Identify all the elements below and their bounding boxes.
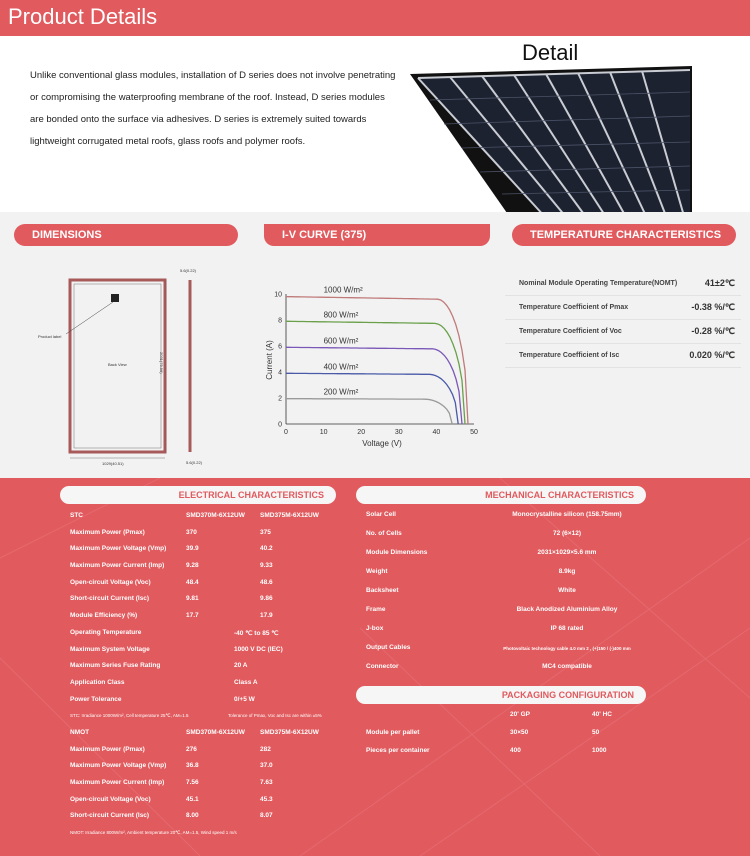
table-cell: Frame bbox=[366, 606, 386, 613]
intro-line-2: or compromising the waterproofing membrane of the roof. Instead, D series modules bbox=[30, 92, 385, 103]
table-row bbox=[64, 792, 334, 809]
table-cell: 48.6 bbox=[260, 578, 273, 586]
intro-line-3: are bonded onto the surface via adhesives. D series is extremely suited towards bbox=[30, 114, 367, 125]
height-dimension: 2031(79.96) bbox=[159, 352, 164, 374]
page-title: Product Details bbox=[8, 4, 158, 29]
temp-label: Temperature Coefficient of Pmax bbox=[519, 304, 629, 311]
table-cell: Maximum Power Current (Imp) bbox=[70, 779, 165, 786]
table-cell: 1000 bbox=[592, 747, 607, 754]
table-cell: 9.33 bbox=[260, 562, 273, 570]
table-row bbox=[358, 639, 646, 658]
table-cell: SMD370M-6X12UW bbox=[186, 728, 245, 736]
temp-value: -0.28 %/℃ bbox=[691, 326, 735, 336]
tolerance-note: Tolerance of Pmax, Voc and Isc are within ±5% bbox=[228, 713, 322, 719]
table-cell: 45.1 bbox=[186, 795, 199, 803]
table-cell: Class A bbox=[234, 678, 258, 686]
stc-header-row bbox=[64, 508, 334, 525]
iv-series-line bbox=[286, 347, 462, 424]
iv-series-line bbox=[286, 399, 452, 424]
table-cell: 9.86 bbox=[260, 595, 273, 603]
table-cell: Maximum Power Voltage (Vmp) bbox=[70, 762, 167, 770]
table-cell: J-box bbox=[366, 625, 384, 632]
edge-dimension: 5.6(0.22) bbox=[186, 460, 203, 465]
specifications-section bbox=[0, 478, 750, 856]
table-cell: Application Class bbox=[70, 678, 125, 686]
x-tick-label: 0 bbox=[284, 429, 288, 436]
table-cell: Module Efficiency (%) bbox=[70, 612, 138, 620]
table-row bbox=[358, 724, 646, 742]
temp-label: Temperature Coefficient of Voc bbox=[519, 328, 622, 335]
table-row bbox=[64, 675, 334, 692]
table-cell: Solar Cell bbox=[366, 511, 396, 518]
table-cell: 7.56 bbox=[186, 779, 199, 786]
table-row bbox=[64, 558, 334, 575]
y-tick-label: 0 bbox=[278, 421, 282, 429]
table-row bbox=[358, 563, 646, 582]
nmot-note-row bbox=[64, 825, 334, 842]
table-cell: MC4 compatible bbox=[542, 663, 592, 670]
table-cell: Operating Temperature bbox=[70, 628, 142, 636]
temp-label: Nominal Module Operating Temperature(NOMT) bbox=[519, 280, 678, 287]
iv-series-line bbox=[286, 297, 468, 424]
y-tick-label: 8 bbox=[278, 317, 282, 325]
table-cell: Maximum System Voltage bbox=[70, 645, 150, 653]
table-cell: Photovoltaic technology cable 4.0 mm 2 , (+)150 / (-)400 mm bbox=[503, 646, 631, 651]
table-cell: 20 A bbox=[234, 662, 248, 670]
table-cell: 36.8 bbox=[186, 762, 199, 770]
table-cell: 8.9kg bbox=[558, 568, 576, 575]
temp-value: 0.020 %/℃ bbox=[689, 350, 735, 360]
iv-series-label: 800 W/m² bbox=[323, 310, 359, 320]
table-cell: Maximum Series Fuse Rating bbox=[70, 662, 161, 670]
table-cell: SMD370M-6X12UW bbox=[186, 512, 245, 519]
table-cell: 40.2 bbox=[260, 545, 273, 553]
table-row bbox=[64, 575, 334, 592]
table-cell: 39.9 bbox=[186, 545, 199, 553]
table-cell: Open-circuit Voltage (Voc) bbox=[70, 795, 151, 803]
table-row bbox=[358, 544, 646, 563]
temp-label: Temperature Coefficient of Isc bbox=[519, 352, 620, 359]
intro-line-4: lightweight corrugated metal roofs, glass roofs and polymer roofs. bbox=[30, 136, 306, 147]
table-cell: STC bbox=[70, 512, 83, 519]
nmot-note: NMOT: Irradiance 800W/m², Ambient temperature 20℃, AM=1.5, Wind speed 1 m/s bbox=[70, 830, 237, 836]
nmot-header-row bbox=[64, 725, 334, 742]
iv-series-label: 200 W/m² bbox=[323, 387, 359, 397]
x-tick-label: 40 bbox=[432, 429, 441, 436]
table-cell: 72 (6×12) bbox=[552, 530, 581, 537]
table-cell: Weight bbox=[366, 568, 388, 575]
table-cell: 9.81 bbox=[186, 595, 199, 603]
temp-row bbox=[505, 344, 741, 368]
table-cell: 37.0 bbox=[260, 762, 273, 770]
table-cell: White bbox=[558, 587, 576, 594]
iv-series-label: 600 W/m² bbox=[323, 336, 359, 346]
table-cell: Maximum Power Current (Imp) bbox=[70, 562, 165, 570]
table-cell: No. of Cells bbox=[366, 530, 402, 537]
intro-section bbox=[0, 36, 750, 212]
table-cell: 48.4 bbox=[186, 578, 199, 586]
table-cell: Backsheet bbox=[366, 587, 399, 594]
table-cell: NMOT bbox=[70, 728, 90, 736]
stc-note-row bbox=[64, 708, 334, 725]
table-cell: 2031×1029×5.6 mm bbox=[537, 549, 597, 556]
iv-series-label: 1000 W/m² bbox=[323, 285, 363, 295]
table-row bbox=[64, 742, 334, 759]
table-cell: 282 bbox=[260, 745, 271, 753]
electrical-header: ELECTRICAL CHARACTERISTICS bbox=[60, 486, 336, 504]
table-row bbox=[358, 658, 646, 677]
mechanical-header: MECHANICAL CHARACTERISTICS bbox=[356, 486, 646, 504]
width-dimension: 1029(40.51) bbox=[102, 461, 124, 466]
table-cell: 45.3 bbox=[260, 795, 273, 803]
iv-curve-header: I-V CURVE (375) bbox=[264, 224, 490, 246]
x-tick-label: 30 bbox=[394, 429, 403, 436]
stc-note: STC: Irradiance 1000W/m², Cell temperature 25℃, AM=1.5 bbox=[70, 713, 189, 719]
header-bar bbox=[0, 0, 750, 36]
table-cell: 8.00 bbox=[186, 812, 199, 820]
table-row bbox=[64, 642, 334, 659]
y-axis-label: Current (A) bbox=[265, 340, 274, 380]
table-cell: Short-circuit Current (Isc) bbox=[70, 812, 150, 820]
back-view-text: Back View bbox=[108, 362, 127, 367]
thickness-dimension: 5.6(0.22) bbox=[180, 268, 197, 273]
temp-value: 41±2℃ bbox=[704, 278, 735, 288]
table-cell: 375 bbox=[260, 528, 271, 536]
table-row bbox=[358, 525, 646, 544]
table-cell: 1000 V DC (IEC) bbox=[234, 645, 283, 653]
temp-value: -0.38 %/℃ bbox=[691, 302, 735, 312]
table-cell: Maximum Power (Pmax) bbox=[70, 745, 145, 753]
table-row bbox=[358, 582, 646, 601]
table-cell: Maximum Power Voltage (Vmp) bbox=[70, 545, 167, 553]
table-cell: SMD375M-6X12UW bbox=[260, 728, 319, 736]
temperature-header: TEMPERATURE CHARACTERISTICS bbox=[512, 224, 736, 246]
x-tick-label: 50 bbox=[470, 429, 478, 436]
table-row bbox=[64, 775, 334, 792]
table-row bbox=[358, 706, 646, 724]
table-cell: Module per pallet bbox=[366, 729, 420, 736]
table-row bbox=[64, 758, 334, 775]
intro-line-1: Unlike conventional glass modules, installation of D series does not involve penetrating bbox=[30, 70, 396, 81]
table-cell: SMD375M-6X12UW bbox=[260, 512, 319, 519]
temperature-table bbox=[505, 272, 741, 368]
table-cell: 8.07 bbox=[260, 812, 273, 820]
table-row bbox=[358, 742, 646, 760]
table-cell: -40 ℃ to 85 ℃ bbox=[234, 629, 279, 637]
temp-row bbox=[505, 320, 741, 344]
table-cell: 17.7 bbox=[186, 612, 199, 620]
table-cell: 40' HC bbox=[592, 711, 612, 718]
table-row bbox=[64, 525, 334, 542]
table-row bbox=[358, 620, 646, 639]
table-cell: Short-circuit Current (Isc) bbox=[70, 595, 150, 603]
table-cell: Connector bbox=[366, 663, 399, 670]
temp-row bbox=[505, 272, 741, 296]
table-cell: 370 bbox=[186, 528, 197, 536]
table-row bbox=[358, 601, 646, 620]
table-cell: Maximum Power (Pmax) bbox=[70, 528, 145, 536]
table-cell: Pieces per container bbox=[366, 747, 430, 754]
table-cell: Module Dimensions bbox=[366, 549, 428, 556]
y-tick-label: 6 bbox=[278, 343, 282, 351]
product-label-text: Product label bbox=[38, 334, 62, 339]
detail-title: Detail bbox=[522, 40, 579, 65]
table-row bbox=[64, 692, 334, 709]
x-tick-label: 20 bbox=[357, 429, 366, 436]
table-cell: Open-circuit Voltage (Voc) bbox=[70, 578, 151, 586]
dimensions-header: DIMENSIONS bbox=[14, 224, 238, 246]
y-tick-label: 10 bbox=[274, 291, 282, 299]
table-cell: 276 bbox=[186, 745, 197, 753]
table-cell: 17.9 bbox=[260, 612, 273, 620]
electrical-table bbox=[64, 508, 334, 842]
table-cell: 7.63 bbox=[260, 779, 273, 786]
table-cell: IP 68 rated bbox=[550, 625, 584, 632]
x-axis-label: Voltage (V) bbox=[362, 439, 402, 448]
table-cell: Output Cables bbox=[366, 644, 411, 651]
iv-series-line bbox=[286, 321, 465, 424]
table-cell: 9.28 bbox=[186, 562, 199, 570]
table-cell: 400 bbox=[510, 747, 521, 754]
mechanical-table bbox=[358, 506, 646, 677]
table-cell: Monocrystalline silicon (158.75mm) bbox=[512, 511, 622, 518]
table-cell: 20' GP bbox=[510, 711, 530, 718]
table-row bbox=[64, 625, 334, 642]
packaging-table bbox=[358, 706, 646, 760]
table-row bbox=[358, 506, 646, 525]
table-row bbox=[64, 591, 334, 608]
table-cell: 0/+5 W bbox=[234, 695, 255, 703]
grey-section bbox=[0, 212, 750, 478]
table-cell: 50 bbox=[592, 729, 600, 736]
packaging-header: PACKAGING CONFIGURATION bbox=[356, 686, 646, 704]
dimension-drawing bbox=[30, 262, 220, 472]
table-row bbox=[64, 541, 334, 558]
x-tick-label: 10 bbox=[319, 429, 328, 436]
table-row bbox=[64, 658, 334, 675]
table-cell: Black Anodized Aluminium Alloy bbox=[516, 606, 618, 613]
iv-curve-chart bbox=[262, 282, 490, 454]
temp-row bbox=[505, 296, 741, 320]
table-cell: Power Tolerance bbox=[70, 695, 122, 703]
table-cell: 30×50 bbox=[510, 729, 529, 736]
y-tick-label: 2 bbox=[278, 395, 282, 403]
table-row bbox=[64, 608, 334, 625]
iv-series-label: 400 W/m² bbox=[323, 362, 359, 372]
table-row bbox=[64, 808, 334, 825]
y-tick-label: 4 bbox=[278, 369, 282, 377]
